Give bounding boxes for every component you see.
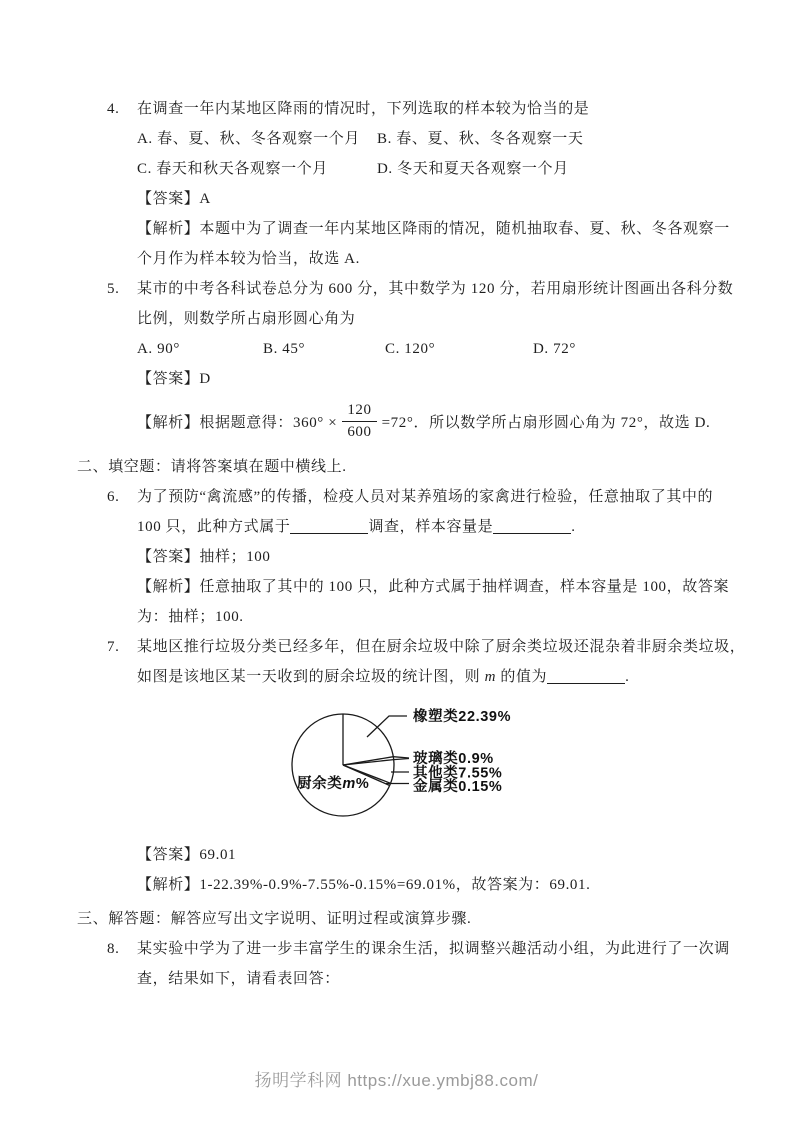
question-5-options (137, 334, 727, 364)
question-8 (107, 934, 730, 994)
question-7-number: 7. (107, 639, 120, 655)
question-7 (107, 632, 746, 900)
question-6-number: 6. (107, 489, 120, 505)
question-4-option-a: A. 春、夏、秋、冬各观察一个月 (137, 131, 360, 147)
question-6-stem-part-a: 100 只，此种方式属于 (137, 519, 291, 535)
question-8-stem-line-1: 某实验中学为了进一步丰富学生的课余生活，拟调整兴趣活动小组，为此进行了一次调 (137, 941, 730, 957)
section-header-fill-in: 二、填空题：请将答案填在题中横线上. (77, 459, 347, 475)
section-header-solve: 三、解答题：解答应写出文字说明、证明过程或演算步骤. (77, 911, 472, 927)
blank-line-survey-type (290, 520, 368, 534)
question-7-stem-part-b: 的值为 (496, 669, 548, 685)
question-5-analysis (137, 394, 727, 448)
question-7-stem-line-1: 某地区推行垃圾分类已经多年，但在厨余垃圾中除了厨余类垃圾还混杂着非厨余类垃圾， (137, 639, 746, 655)
question-6-stem-part-c: . (571, 519, 576, 535)
fraction-denominator: 600 (347, 423, 372, 440)
pie-label-kitchen-var-m: m (342, 776, 356, 792)
variable-m: m (484, 669, 496, 685)
question-5-option-c: C. 120° (385, 341, 436, 357)
question-7-stem-part-a: 如图是该地区某一天收到的厨余垃圾的统计图，则 (137, 669, 485, 685)
question-6-stem-line-2 (137, 512, 727, 542)
pie-label-kitchen-waste: 厨余类m% (297, 776, 370, 792)
question-4-analysis-line-2: 个月作为样本较为恰当，故选 A. (137, 251, 360, 267)
question-6-stem-part-b: 调查，样本容量是 (368, 519, 494, 535)
question-6-analysis-line-2: 为：抽样；100. (137, 609, 244, 625)
pie-label-metal: 金属类0.15% (413, 779, 503, 795)
question-8-stem-line-2: 查，结果如下，请看表回答： (137, 971, 340, 987)
question-5-analysis-pre: 【解析】根据题意得：360° × (137, 414, 338, 431)
pie-label-other: 其他类7.55% (413, 765, 503, 782)
question-4-option-c: C. 春天和秋天各观察一个月 (137, 161, 328, 177)
question-4 (107, 94, 730, 274)
pie-chart-svg (289, 692, 539, 840)
blank-line-m-value (547, 670, 625, 684)
question-5-stem-line-1: 某市的中考各科试卷总分为 600 分，其中数学为 120 分，若用扇形统计图画出各科分数 (137, 281, 734, 297)
question-4-answer: 【答案】A (137, 191, 211, 207)
question-5-answer: 【答案】D (137, 371, 211, 387)
question-4-option-b: B. 春、夏、秋、冬各观察一天 (377, 131, 584, 147)
pie-label-glass: 玻璃类0.9% (413, 751, 494, 767)
question-6 (107, 482, 730, 632)
question-4-option-d: D. 冬天和夏天各观察一个月 (377, 161, 569, 177)
question-5-option-a: A. 90° (137, 341, 180, 357)
pie-chart-figure (289, 692, 539, 840)
question-4-number: 4. (107, 101, 120, 117)
question-7-analysis: 【解析】1-22.39%-0.9%-7.55%-0.15%=69.01%，故答案为：69.01. (137, 877, 591, 893)
document-content (77, 94, 746, 994)
pie-label-rubber-plastic: 橡塑类22.39% (413, 709, 512, 725)
question-5-stem-line-2: 比例，则数学所占扇形圆心角为 (137, 311, 356, 327)
question-5-option-b: B. 45° (263, 341, 306, 357)
fraction-120-over-600 (342, 401, 376, 442)
question-4-options (137, 124, 727, 184)
watermark-footer: 扬明学科网 https://xue.ymbj88.com/ (254, 1071, 539, 1090)
fraction-numerator: 120 (342, 401, 376, 422)
question-8-number: 8. (107, 941, 120, 957)
leader-glass-upper (393, 757, 409, 758)
question-7-stem-part-c: . (625, 669, 630, 685)
question-4-stem: 在调查一年内某地区降雨的情况时，下列选取的样本较为恰当的是 (137, 101, 590, 117)
question-6-analysis-line-1: 【解析】任意抽取了其中的 100 只，此种方式属于抽样调查，样本容量是 100，故答案 (137, 579, 730, 595)
question-7-answer: 【答案】69.01 (137, 847, 237, 863)
leader-rubber-plastic (367, 716, 407, 737)
question-5-option-d: D. 72° (533, 341, 576, 357)
question-7-stem-line-2 (137, 662, 727, 692)
blank-line-sample-size (493, 520, 571, 534)
question-5-analysis-post: =72°．所以数学所占扇形圆心角为 72°，故选 D. (381, 414, 711, 431)
question-4-analysis-line-1: 【解析】本题中为了调查一年内某地区降雨的情况，随机抽取春、夏、秋、冬各观察一 (137, 221, 730, 237)
question-6-stem-line-1: 为了预防“禽流感”的传播，检疫人员对某养殖场的家禽进行检验，任意抽取了其中的 (137, 489, 714, 505)
leader-glass-lower (394, 759, 409, 760)
question-6-answer: 【答案】抽样；100 (137, 549, 271, 565)
question-5 (107, 274, 734, 448)
question-5-number: 5. (107, 281, 120, 297)
